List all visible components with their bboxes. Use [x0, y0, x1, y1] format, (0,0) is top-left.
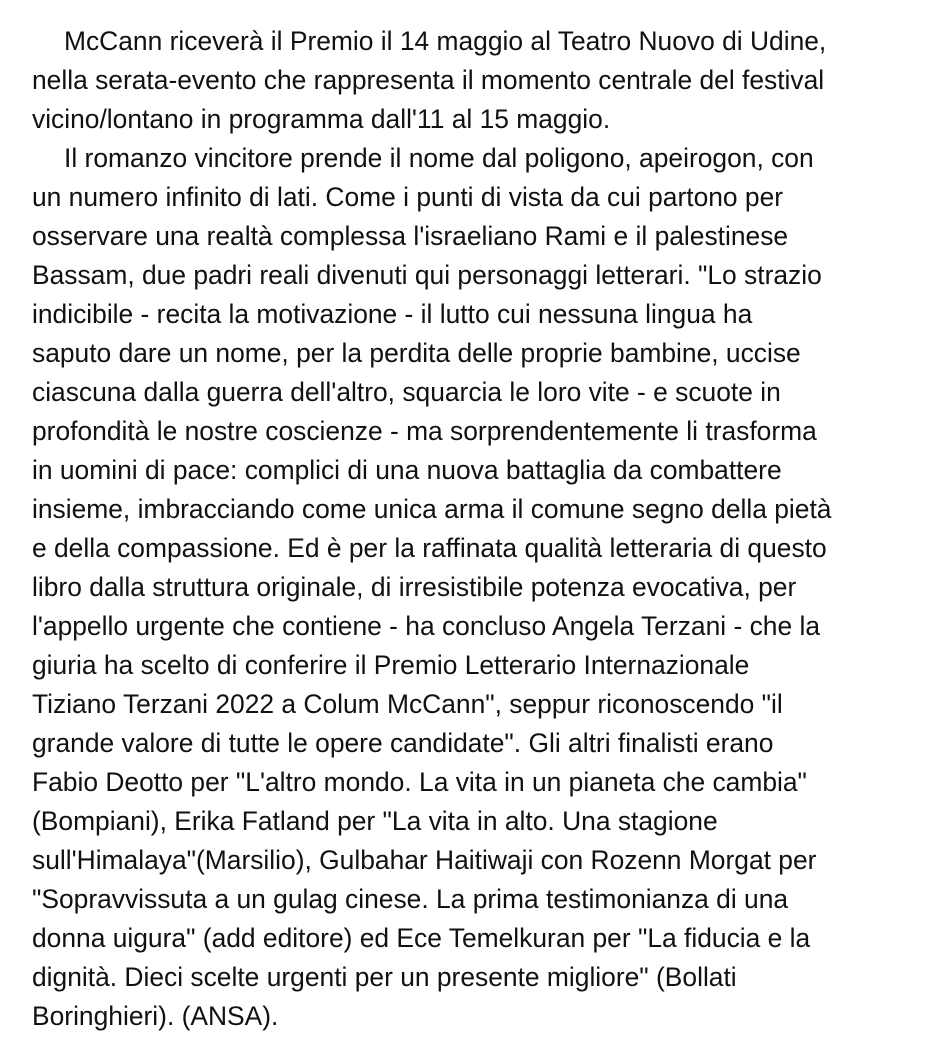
text-line: (Bompiani), Erika Fatland per "La vita in alto. Una stagione	[32, 806, 718, 836]
article-body	[32, 22, 922, 1036]
paragraph-2	[32, 139, 922, 1036]
text-line: Bassam, due padri reali divenuti qui personaggi letterari. "Lo strazio	[32, 260, 822, 290]
text-line: "Sopravvissuta a un gulag cinese. La prima testimonianza di una	[32, 884, 789, 914]
text-line: vicino/lontano in programma dall'11 al 15 maggio.	[32, 104, 611, 134]
text-line: sull'Himalaya"(Marsilio), Gulbahar Haitiwaji con Rozenn Morgat per	[32, 845, 817, 875]
text-line: nella serata-evento che rappresenta il momento centrale del festival	[32, 65, 825, 95]
text-line: un numero infinito di lati. Come i punti di vista da cui partono per	[32, 182, 784, 212]
text-line: osservare una realtà complessa l'israeliano Rami e il palestinese	[32, 221, 789, 251]
text-line: in uomini di pace: complici di una nuova battaglia da combattere	[32, 455, 782, 485]
text-line: indicibile - recita la motivazione - il lutto cui nessuna lingua ha	[32, 299, 753, 329]
text-line: libro dalla struttura originale, di irresistibile potenza evocativa, per	[32, 572, 797, 602]
text-line: Il romanzo vincitore prende il nome dal poligono, apeirogon, con	[64, 143, 814, 173]
text-line: saputo dare un nome, per la perdita delle proprie bambine, uccise	[32, 338, 801, 368]
text-line: dignità. Dieci scelte urgenti per un presente migliore" (Bollati	[32, 962, 737, 992]
text-line: McCann riceverà il Premio il 14 maggio al Teatro Nuovo di Udine,	[64, 26, 827, 56]
text-line: giuria ha scelto di conferire il Premio Letterario Internazionale	[32, 650, 750, 680]
paragraph-1	[32, 22, 922, 139]
text-line: Boringhieri). (ANSA).	[32, 1001, 279, 1031]
text-line: ciascuna dalla guerra dell'altro, squarcia le loro vite - e scuote in	[32, 377, 781, 407]
text-line: profondità le nostre coscienze - ma sorprendentemente li trasforma	[32, 416, 817, 446]
text-line: grande valore di tutte le opere candidate". Gli altri finalisti erano	[32, 728, 774, 758]
text-line: donna uigura" (add editore) ed Ece Temelkuran per "La fiducia e la	[32, 923, 811, 953]
text-line: l'appello urgente che contiene - ha concluso Angela Terzani - che la	[32, 611, 820, 641]
text-line: e della compassione. Ed è per la raffinata qualità letteraria di questo	[32, 533, 827, 563]
text-line: Tiziano Terzani 2022 a Colum McCann", seppur riconoscendo "il	[32, 689, 783, 719]
text-line: Fabio Deotto per "L'altro mondo. La vita in un pianeta che cambia"	[32, 767, 807, 797]
text-line: insieme, imbracciando come unica arma il comune segno della pietà	[32, 494, 832, 524]
